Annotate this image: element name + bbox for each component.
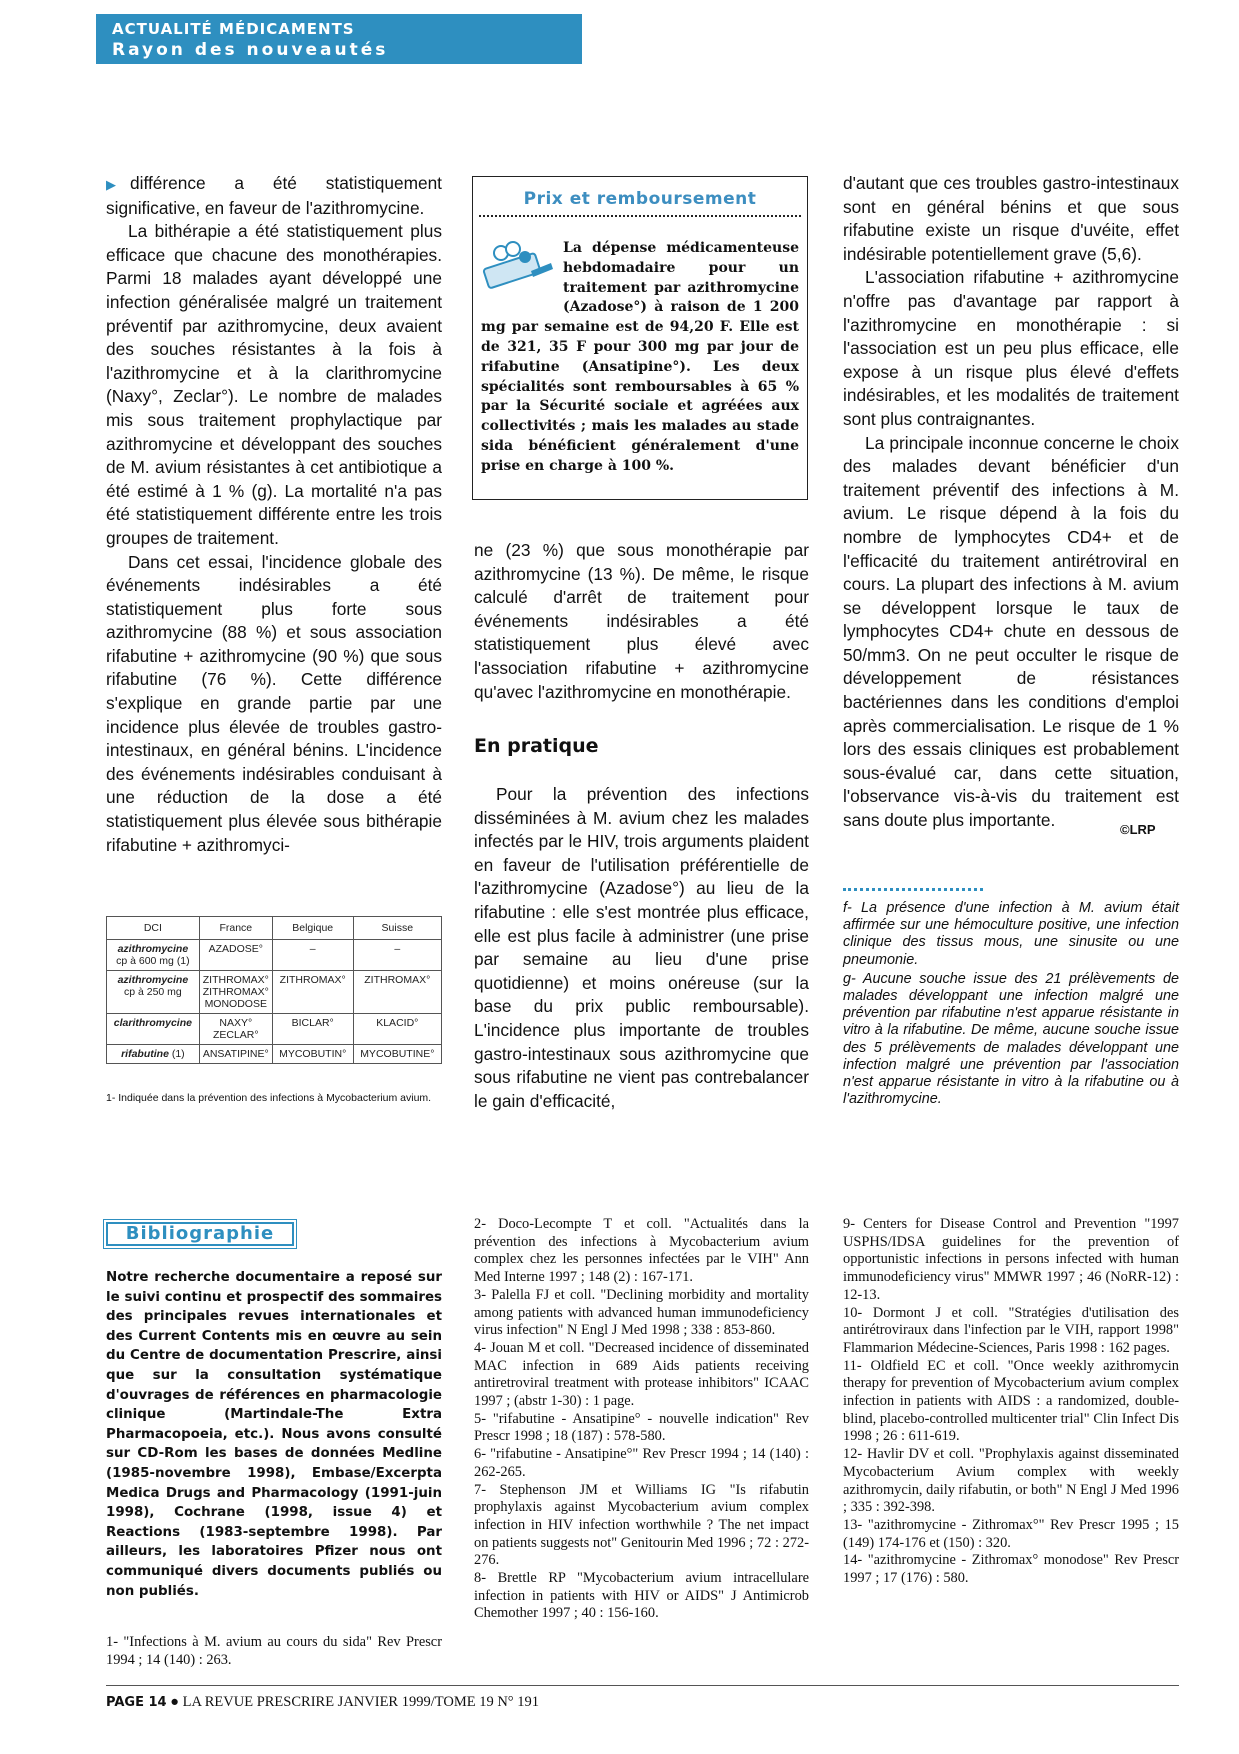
footnotes bbox=[843, 900, 1179, 1110]
reference-item: 8- Brettle RP "Mycobacterium avium intracellulare infection in patients with HIV or AIDS" J Antimicrob Chemother 1997 ; 40 : 156-160. bbox=[474, 1570, 809, 1622]
table-cell: ZITHROMAX° bbox=[353, 971, 441, 1014]
table-row bbox=[107, 940, 442, 971]
dotted-divider bbox=[479, 215, 801, 217]
bibliography-intro: Notre recherche documentaire a reposé sur le suivi continu et prospectif des sommaires des principales revues internationales et des Current Contents mis en œuvre au sein du Centre de documentation Prescrire, ainsi que sur la consultation systématique d'ouvrages de références en pharmacologie clinique (Martindale-The Extra Pharmacopoeia, etc.). Nous avons consulté sur CD-Rom les bases de données Medline (1985-novembre 1998), Embase/Excerpta Medica Drugs and Pharmacology (1991-juin 1998), Cochrane (1998, issue 4) et Reactions (1983-septembre 1998). Par ailleurs, les laboratoires Pfizer nous ont communiqué divers documents publiés ou non publiés. bbox=[106, 1270, 442, 1599]
table-cell: KLACID° bbox=[353, 1014, 441, 1045]
reference-item: 5- "rifabutine - Ansatipine° - nouvelle indication" Rev Prescr 1998 ; 18 (187) : 578-580. bbox=[474, 1410, 809, 1445]
reference-item: 4- Jouan M et coll. "Decreased incidence of disseminated MAC infection in 689 Aids patients receiving antiretroviral treatment with protease inhibitors" ICAAC 1997 ; (abstr 1-30) : 1 page. bbox=[474, 1339, 809, 1410]
table-row bbox=[107, 1014, 442, 1045]
reference-item: 13- "azithromycine - Zithromax°" Rev Prescr 1995 ; 15 (149) 174-176 et (150) : 320. bbox=[843, 1516, 1179, 1551]
table-cell: – bbox=[272, 940, 353, 971]
column-1 bbox=[106, 172, 442, 857]
section-header bbox=[96, 14, 582, 64]
table-cell: MYCOBUTINE° bbox=[353, 1045, 441, 1064]
reference-item: 12- Havlir DV et coll. "Prophylaxis against disseminated Mycobacterium Avium complex with weekly azithromycin, daily rifabutin, or both" N Engl J Med 1996 ; 335 : 392-398. bbox=[843, 1446, 1179, 1516]
reference-item: 10- Dormont J et coll. "Stratégies d'utilisation des antirétroviraux dans l'infection par le VIH, rapport 1998" Flammarion Médecine-Sciences, Paris 1998 : 162 pages. bbox=[843, 1304, 1179, 1356]
reference-list-col1 bbox=[106, 1634, 442, 1669]
dci-form: cp à 250 mg bbox=[123, 986, 182, 998]
col2-paragraph-2: Pour la prévention des infections disséminées à M. avium chez les malades infectés par le HIV, trois arguments plaident en faveur de l'utilisation préférentielle de l'azithromycine (Azadose°) au lieu de la rifabutine : elle s'est montrée plus efficace, elle est plus facile à administrer (une prise par semaine au lieu d'une prise quotidienne) et moins onéreuse (sur la base du prix public remboursable). L'incidence plus importante de troubles gastro-intestinaux sous azithromycine que sous rifabutine ne vient pas contrebalancer le gain d'efficacité, bbox=[474, 784, 809, 1111]
dci-name: azithromycine bbox=[117, 974, 189, 986]
table-cell: NAXY° ZECLAR° bbox=[199, 1014, 272, 1045]
table-row bbox=[107, 971, 442, 1014]
col2-paragraph-1: ne (23 %) que sous monothérapie par azithromycine (13 %). De même, le risque calculé d'arrêt de traitement pour événements indésirables a été statistiquement plus élevé avec l'association rifabutine + azithromycine qu'avec l'azithromycine en monothérapie. bbox=[474, 540, 809, 702]
column-3 bbox=[843, 172, 1179, 833]
section-header-line2: Rayon des nouveautés bbox=[112, 40, 389, 60]
table-cell-dci bbox=[107, 1045, 200, 1064]
table-header-cell: DCI bbox=[107, 917, 200, 940]
col3-paragraph-2: L'association rifabutine + azithromycine n'offre pas d'avantage par rapport à l'azithromycine en monothérapie : si l'association est un peu plus efficace, elle expose à un risque plus élevé d'effets indésirables, et les modalités de traitement sont plus contraignantes. bbox=[843, 267, 1179, 429]
col1-paragraph-2: La bithérapie a été statistiquement plus efficace que chacune des monothérapies. Parmi 18 malades ayant développé une infection généralisée malgré un traitement préventif par azithromycine, deux avaient des souches résistantes à la fois à l'azithromycine et à la clarithromycine (Naxy°, Zeclar°). Le nombre de malades mis sous traitement prophylactique par azithromycine et développant des souches de M. avium résistantes à cet antibiotique a été estimé à 1 % (g). La mortalité n'a pas été statistiquement différente entre les trois groupes de traitement. bbox=[106, 221, 442, 548]
notes-divider bbox=[843, 888, 983, 891]
section-heading: En pratique bbox=[474, 735, 599, 757]
table-cell: – bbox=[353, 940, 441, 971]
col3-paragraph-3: La principale inconnue concerne le choix des malades devant bénéficier d'un traitement préventif des infections à M. avium. Le risque dépend à la fois du nombre de lymphocytes CD4+ et de l'efficacité du traitement antirétroviral en cours. La plupart des infections à M. avium se développent lorsque le taux de lymphocytes CD4+ chute en dessous de 50/mm3. On ne peut occulter le risque de développement de résistances bactériennes dans les conditions d'emploi après commercialisation. Le risque de 1 % lors des essais cliniques est probablement sous-évalué car, dans cette situation, l'observance vis-à-vis du traitement est sans doute plus importante. bbox=[843, 432, 1179, 831]
table-header-cell: France bbox=[199, 917, 272, 940]
price-box-text bbox=[481, 239, 799, 477]
table-header-cell: Belgique bbox=[272, 917, 353, 940]
page-number: PAGE 14 bbox=[106, 1695, 167, 1710]
journal-info: LA REVUE PRESCRIRE JANVIER 1999/TOME 19 N° 191 bbox=[182, 1694, 539, 1710]
table-header-row bbox=[107, 917, 442, 940]
section-header-line1: ACTUALITÉ MÉDICAMENTS bbox=[112, 20, 355, 38]
col3-paragraph-1: d'autant que ces troubles gastro-intestinaux sont en général bénins et que sous rifabutine existe un risque d'uvéite, effet indésirable potentiellement grave (5,6). bbox=[843, 173, 1179, 264]
table-cell: ZITHROMAX° bbox=[272, 971, 353, 1014]
table-cell-dci bbox=[107, 971, 200, 1014]
footnote-g: g- Aucune souche issue des 21 prélèvements de malades développant une infection malgré une prévention par rifabutine n'est apparue résistante in vitro à la rifabutine. De même, aucune souche issue des 5 prélèvements de malades développant une infection malgré une prévention par l'association n'est apparue résistante in vitro à la rifabutine ou à l'azithromycine. bbox=[843, 970, 1179, 1108]
table-cell-dci bbox=[107, 940, 200, 971]
table-cell: BICLAR° bbox=[272, 1014, 353, 1045]
reference-item: 9- Centers for Disease Control and Prevention "1997 USPHS/IDSA guidelines for the prevention of opportunistic infections in persons infected with human immunodeficiency virus" MMWR 1997 ; 46 (NoRR-12) : 12-13. bbox=[843, 1216, 1179, 1303]
dci-form: (1) bbox=[171, 1048, 185, 1060]
col1-paragraph-1: différence a été statistiquement significative, en faveur de l'azithromycine. bbox=[106, 173, 442, 218]
table-cell-dci bbox=[107, 1014, 200, 1045]
price-box-body: La dépense médicamenteuse hebdomadaire pour un traitement par azithromycine (Azadose°) à raison de 1 200 mg par semaine est de 94,20 F. Elle est de 321, 35 F pour 300 mg par jour de rifabutine (Ansatipine°). Les deux spécialités sont remboursables à 65 % par la Sécurité sociale et agréées aux collectivités ; mais les malades au stade sida bénéficient généralement d'une prise en charge à 100 %. bbox=[481, 240, 799, 474]
reference-item: 2- Doco-Lecompte T et coll. "Actualités dans la prévention des infections à Mycobacterium avium complex chez les personnes infectées par le VIH" Ann Med Interne 1997 ; 148 (2) : 167-171. bbox=[474, 1216, 809, 1286]
reference-item: 3- Palella FJ et coll. "Declining morbidity and mortality among patients with advanced human immunodeficiency virus infection" N Engl J Med 1998 ; 338 : 853-860. bbox=[474, 1286, 809, 1339]
reference-item: 1- "Infections à M. avium au cours du sida" Rev Prescr 1994 ; 14 (140) : 263. bbox=[106, 1634, 442, 1668]
table-cell: ZITHROMAX° ZITHROMAX° MONODOSE bbox=[199, 971, 272, 1014]
reference-item: 14- "azithromycine - Zithromax° monodose" Rev Prescr 1997 ; 17 (176) : 580. bbox=[843, 1552, 1179, 1587]
table-header-cell: Suisse bbox=[353, 917, 441, 940]
table-row bbox=[107, 1045, 442, 1064]
table-cell: ANSATIPINE° bbox=[199, 1045, 272, 1064]
dci-name: rifabutine bbox=[121, 1048, 169, 1060]
dci-form: cp à 600 mg (1) bbox=[116, 955, 190, 967]
dci-name: azithromycine bbox=[117, 943, 189, 955]
dci-table bbox=[106, 916, 442, 1064]
dci-name: clarithromycine bbox=[113, 1017, 192, 1029]
reference-item: 11- Oldfield EC et coll. "Once weekly azithromycin therapy for prevention of Mycobacterium avium complex infection in patients with AIDS : a randomized, double-blind, placebo-controlled multicenter trial" Clin Infect Dis 1998 ; 26 : 611-619. bbox=[843, 1357, 1179, 1445]
price-box-title: Prix et remboursement bbox=[523, 189, 757, 209]
bibliography-title: Bibliographie bbox=[106, 1222, 294, 1246]
table-note: 1- Indiquée dans la prévention des infections à Mycobacterium avium. bbox=[106, 1092, 432, 1104]
price-box bbox=[472, 176, 808, 500]
page-footer bbox=[106, 1694, 539, 1711]
footer-rule bbox=[106, 1685, 1179, 1686]
column-2-continued bbox=[474, 783, 809, 1113]
signature: ©LRP bbox=[1120, 822, 1156, 837]
column-2 bbox=[474, 539, 809, 704]
reference-item: 6- "rifabutine - Ansatipine°" Rev Prescr 1994 ; 14 (140) : 262-265. bbox=[474, 1446, 809, 1480]
reference-list-col3 bbox=[843, 1216, 1179, 1588]
reference-item: 7- Stephenson JM et Williams IG "Is rifabutin prophylaxis against Mycobacterium avium complex infection in HIV infection worthwhile ? The net impact on patients suggests not" Genitourin Med 1996 ; 72 : 272-276. bbox=[474, 1481, 809, 1569]
reference-list-col2 bbox=[474, 1216, 809, 1623]
footnote-f: f- La présence d'une infection à M. avium était affirmée sur une hémoculture positive, une infection clinique des tissus mous, une sinusite ou une pneumonie. bbox=[843, 900, 1179, 968]
table-cell: AZADOSE° bbox=[199, 940, 272, 971]
col1-paragraph-3: Dans cet essai, l'incidence globale des événements indésirables a été statistiquement plus forte sous azithromycine (88 %) et sous association rifabutine + azithromycine (90 %) que sous rifabutine (76 %). Cette différence s'explique en grande partie par une incidence plus élevée de troubles gastro-intestinaux, en général bénins. L'incidence des événements indésirables conduisant à une réduction de la dose a été statistiquement plus élevée sous bithérapie rifabutine + azithromyci- bbox=[106, 551, 442, 855]
table-cell: MYCOBUTIN° bbox=[272, 1045, 353, 1064]
play-arrow-icon: ▶ bbox=[106, 177, 116, 192]
bullet: ● bbox=[170, 1694, 179, 1710]
